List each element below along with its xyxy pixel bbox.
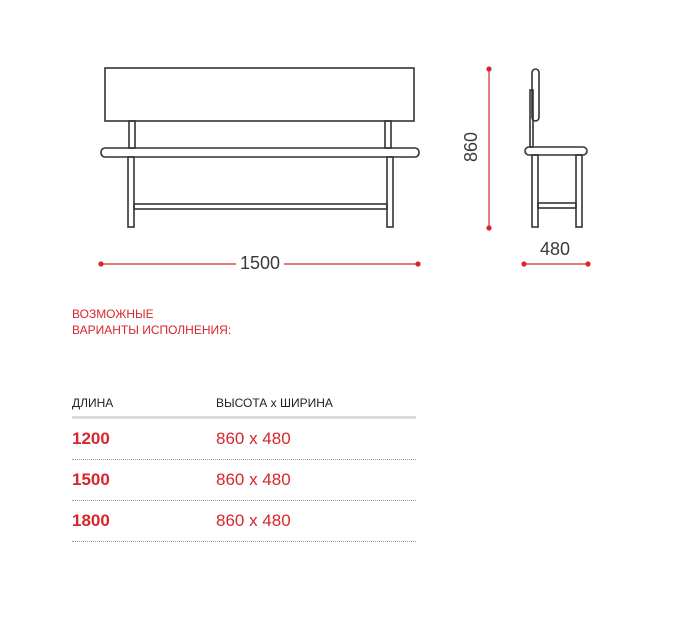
row-length: 1800: [72, 511, 110, 530]
leg-side-left: [532, 155, 538, 227]
dimension-height-end-dot: [486, 225, 491, 230]
dimension-height-label: 860: [462, 129, 480, 165]
dimension-depth-label: 480: [537, 240, 573, 258]
dimension-depth-start-dot: [521, 261, 526, 266]
bench-side-view: [525, 69, 587, 227]
leg-front-right: [387, 157, 393, 227]
dimension-height-start-dot: [486, 66, 491, 71]
backrest-front: [105, 68, 414, 121]
bench-front-view: [101, 68, 419, 227]
dimension-depth: [521, 261, 590, 266]
variants-table-header: [72, 390, 416, 419]
row-size: 860 х 480: [216, 511, 291, 530]
variants-title-line2: ВАРИАНТЫ ИСПОЛНЕНИЯ:: [72, 323, 232, 337]
leg-front-left: [128, 157, 134, 227]
dimension-length-label: 1500: [236, 254, 284, 272]
variants-table: [72, 390, 416, 542]
variants-title: [72, 306, 332, 338]
bench-technical-drawing: [0, 0, 698, 300]
dimension-length-end-dot: [415, 261, 420, 266]
stretcher-front: [134, 204, 387, 209]
row-size: 860 х 480: [216, 470, 291, 489]
variants-title-line1: ВОЗМОЖНЫЕ: [72, 307, 154, 321]
stretcher-side: [538, 203, 576, 208]
row-length: 1500: [72, 470, 110, 489]
seat-side: [525, 147, 587, 155]
row-size: 860 х 480: [216, 429, 291, 448]
row-length: 1200: [72, 429, 110, 448]
backrest-post-left: [129, 121, 135, 148]
seat-front: [101, 148, 419, 157]
table-row: [72, 460, 416, 501]
header-size: ВЫСОТА х ШИРИНА: [216, 396, 333, 410]
dimension-depth-end-dot: [585, 261, 590, 266]
table-row: [72, 419, 416, 460]
table-row: [72, 501, 416, 542]
header-length: ДЛИНА: [72, 396, 114, 410]
dimension-length-start-dot: [98, 261, 103, 266]
leg-side-right: [576, 155, 582, 227]
backrest-post-right: [385, 121, 391, 148]
dimension-height: [486, 66, 491, 230]
